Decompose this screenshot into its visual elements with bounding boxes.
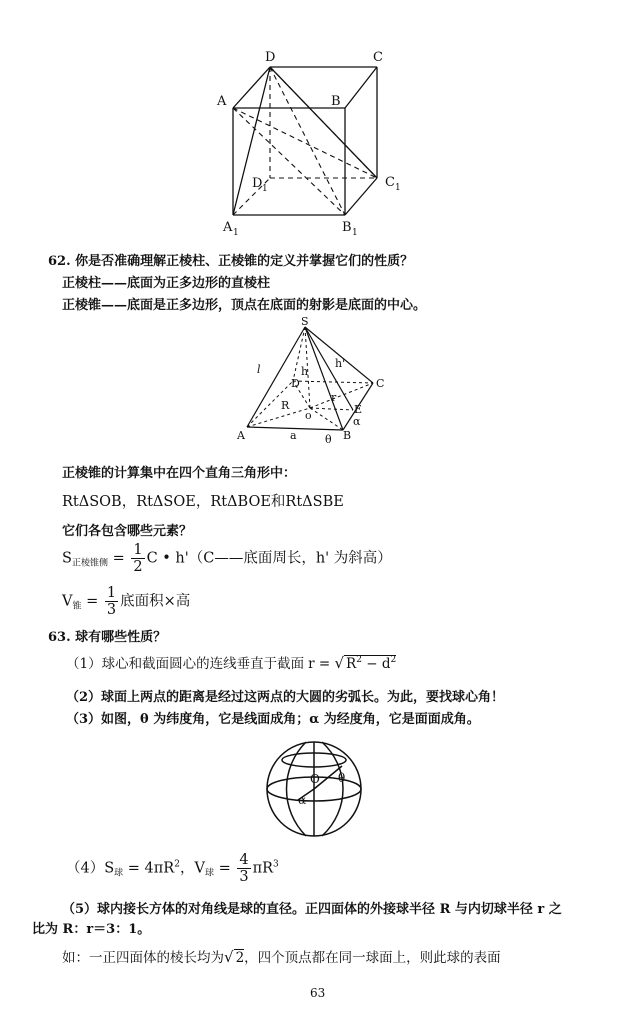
pyr-o: o [305,409,312,422]
q62-calc-intro: 正棱锥的计算集中在四个直角三角形中： [62,466,297,481]
pyr-a-label: A [237,429,245,442]
pyr-s: S [301,315,309,328]
pyr-l: l [257,363,261,376]
pyr-alpha: α [353,415,361,428]
pyr-r-small: r [331,391,337,404]
q63-property-3: （3）如图，θ 为纬度角，它是线面成角；α 为经度角，它是面面成角。 [66,712,480,727]
svg-text:1: 1 [395,183,401,193]
sphere-figure [262,738,368,840]
pyr-hp: h' [335,357,346,370]
pyr-e: E [354,403,363,416]
example-problem: 如：一正四面体的棱长均为√ 2，四个顶点都在同一球面上，则此球的表面 [62,948,501,966]
q63-property-2: （2）球面上两点的距离是经过这两点的大圆的劣弧长。为此，要找球心角！ [66,690,505,705]
svg-text:1: 1 [262,184,268,194]
sphere-o: O [310,772,320,786]
pyr-theta: θ [325,433,332,446]
cube-label-a1: A [223,220,233,235]
cube-label-c: C [373,50,383,65]
formula-lateral-area: $S_{正棱锥侧}$ = $\frac{1}{2}$ C • h'（C——底面周长，h' 为斜高） [62,542,392,575]
pyr-d: D [291,377,300,390]
q63-property-5-line1: （5）球内接长方体的对角线是球的直径。正四面体的外接球半径 R 与内切球半径 r 之 [62,902,562,917]
svg-text:1: 1 [233,228,239,238]
page-number: 63 [310,986,326,1000]
q62-title: 62. 你是否准确理解正棱柱、正棱锥的定义并掌握它们的性质？ [48,254,414,269]
cube-label-a: A [217,94,227,109]
pyr-h: h [301,365,309,378]
sphere-theta: θ [338,771,346,785]
q62-prism-def: 正棱柱——底面为正多边形的直棱柱 [62,276,271,291]
pyramid-figure [235,315,395,447]
sphere-alpha: α [298,793,307,807]
svg-text:1: 1 [352,228,358,238]
pyr-c: C [376,377,385,390]
q63-property-1: （1）球心和截面圆心的连线垂直于截面 r = √ $R^2 - d^2$ [66,654,397,672]
q63-property-4: $(4)S_球 = 4\pi R^2$，$V_球$ = $\frac{4}{3}$ $\pi R^3$ [66,852,279,885]
q63-title: 63. 球有哪些性质？ [48,630,167,645]
pyr-r-big: R [281,399,290,412]
cube-label-c1: C [385,175,395,190]
cube-label-b1: B [342,220,352,235]
q62-pyramid-def: 正棱锥——底面是正多边形，顶点在底面的射影是底面的中心。 [62,298,427,313]
formula-pyramid-volume: $V_锥$ = $\frac{1}{3}$ 底面积×高 [62,585,191,618]
q62-elements-question: 它们各包含哪些元素？ [62,524,193,539]
cube-figure [205,45,425,240]
cube-label-d: D [265,50,276,65]
cube-label-b: B [331,94,341,109]
q63-property-5-line2: 比为 R：r＝3：1。 [32,922,151,937]
q62-triangles: RtΔSOB，RtΔSOE，RtΔBOE和RtΔSBE [62,494,344,510]
pyr-a-edge: a [290,429,297,442]
cube-label-d1: D [252,176,263,191]
pyr-b: B [343,429,352,442]
